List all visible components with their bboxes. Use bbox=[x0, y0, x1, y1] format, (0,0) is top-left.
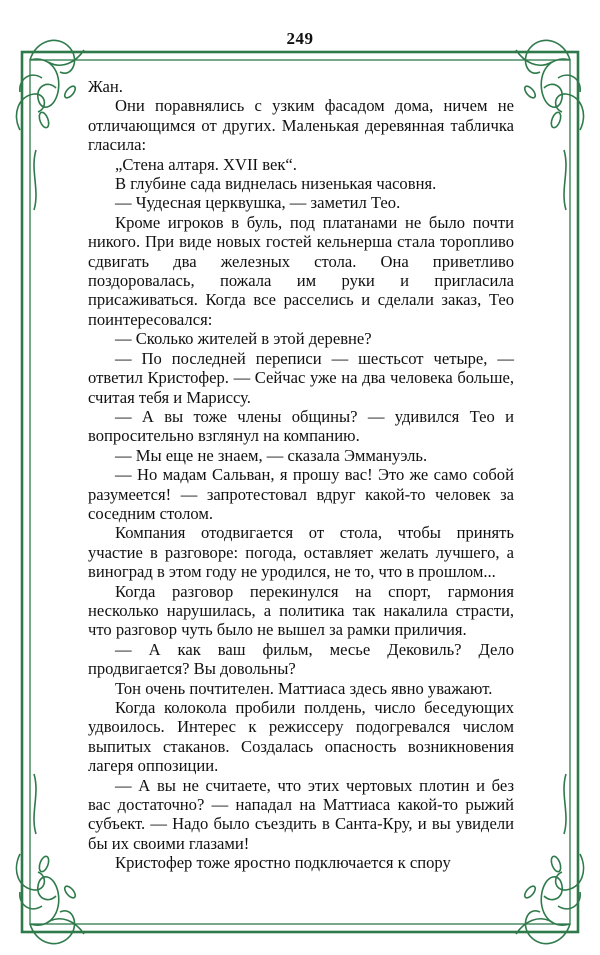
paragraph: В глубине сада виднелась низенькая часовня. bbox=[115, 174, 437, 194]
paragraph: — Мы еще не знаем, — сказала Эммануэль. bbox=[115, 445, 428, 465]
paragraph: Когда разговор перекинулся на спорт, гармония несколько нарушилась, а политика так накалила страсти, что разговор чуть было не вышел за рамки приличия. bbox=[88, 581, 514, 640]
paragraph: — А вы тоже члены общины? — удивился Тео и вопросительно взглянул на компанию. bbox=[88, 406, 514, 446]
paragraph: Жан. bbox=[88, 77, 123, 96]
paragraph: Кроме игроков в буль, под платанами не было почти никого. При виде новых гостей кельнерша стала торопливо сдвигать два железных стола. Она приветливо поздоровалась, пожала им руки и пригласила присаживаться. Когда все расселись и сделали заказ, Тео поинтересовался: bbox=[88, 212, 514, 329]
paragraph: Они поравнялись с узким фасадом дома, ничем не отличающимся от других. Маленькая деревянная табличка гласила: bbox=[88, 96, 514, 155]
paragraph: „Стена алтаря. XVII век“. bbox=[115, 154, 297, 174]
paragraph: — По последней переписи — шестьсот четыре, — ответил Кристофер. — Сейчас уже на два человека больше, считая тебя и Мариссу. bbox=[88, 348, 514, 407]
paragraph: — Но мадам Сальван, я прошу вас! Это же само собой разумеется! — запротестовал вдруг какой-то человек за соседним столом. bbox=[88, 465, 514, 523]
paragraph: — Сколько жителей в этой деревне? bbox=[115, 329, 372, 349]
paragraph: — А вы не считаете, что этих чертовых плотин и без вас достаточно? — нападал на Маттиаса какой-то рыжий субъект. — Надо было съездить в Санта-Кру, и вы увидели бы их своими глазами! bbox=[88, 775, 514, 853]
paragraph: — Чудесная церквушка, — заметил Тео. bbox=[115, 193, 401, 213]
page-number: 249 bbox=[286, 29, 314, 48]
paragraph: Тон очень почтителен. Маттиаса здесь явно уважают. bbox=[115, 678, 493, 698]
paragraph: Когда колокола пробили полдень, число беседующих удвоилось. Интерес к режиссеру подогревался числом выпитых стаканов. Создалась опасность возникновения лагеря оппозиции. bbox=[88, 698, 514, 776]
corner-ornament-bottom-left bbox=[16, 774, 84, 944]
paragraph: — А как ваш фильм, месье Дековиль? Дело продвигается? Вы довольны? bbox=[88, 639, 514, 679]
corner-ornament-top-left bbox=[16, 40, 84, 210]
paragraph: Кристофер тоже яростно подключается к спору bbox=[115, 853, 451, 873]
page-body-text bbox=[88, 77, 514, 873]
paragraph: Компания отодвигается от стола, чтобы принять участие в разговоре: погода, оставляет желать лучшего, а виноград в этом году не уродился, не то, что в прошлом... bbox=[88, 523, 514, 582]
corner-ornament-top-right bbox=[516, 40, 584, 210]
corner-ornament-bottom-right bbox=[516, 774, 584, 944]
